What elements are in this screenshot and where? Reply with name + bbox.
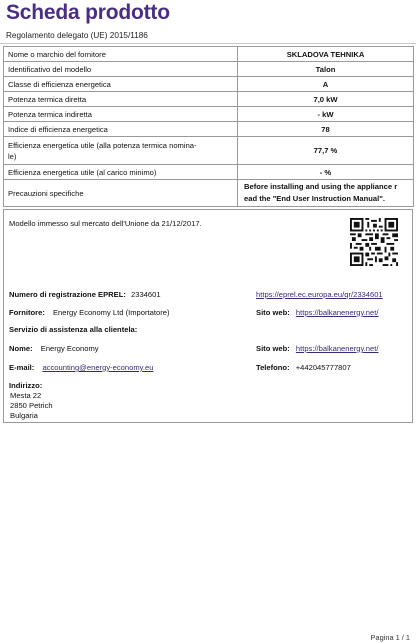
divider bbox=[0, 43, 416, 44]
service-email-row bbox=[9, 363, 153, 372]
spec-label: Classe di efficienza energetica bbox=[4, 77, 238, 92]
service-site-link[interactable]: https://balkanenergy.net/ bbox=[295, 344, 379, 353]
page-title: Scheda prodotto bbox=[6, 1, 170, 24]
service-heading: Servizio di assistenza alla clientela: bbox=[9, 325, 138, 334]
service-site-label: Sito web: bbox=[256, 344, 290, 353]
service-phone-value: +442045777807 bbox=[295, 363, 351, 372]
spec-label: Nome o marchio del fornitore bbox=[4, 47, 238, 62]
table-row bbox=[4, 137, 414, 165]
supplier-row bbox=[9, 308, 169, 317]
table-row bbox=[4, 92, 414, 107]
eprel-label: Numero di registrazione EPREL: bbox=[9, 290, 126, 299]
spec-label: Indice di efficienza energetica bbox=[4, 122, 238, 137]
service-phone-row bbox=[256, 363, 351, 372]
spec-value: - kW bbox=[238, 107, 414, 122]
spec-label: Potenza termica indiretta bbox=[4, 107, 238, 122]
table-row bbox=[4, 47, 414, 62]
eprel-link[interactable]: https://eprel.ec.europa.eu/qr/2334601 bbox=[256, 290, 383, 299]
spec-label bbox=[4, 137, 238, 165]
table-row bbox=[4, 122, 414, 137]
regulation-subtitle: Regolamento delegato (UE) 2015/1186 bbox=[6, 31, 148, 40]
spec-label-line: Efficienza energetica utile (alla potenza termica nomina- bbox=[8, 140, 197, 150]
table-row bbox=[4, 107, 414, 122]
page-number: Pagina 1 / 1 bbox=[370, 633, 410, 642]
service-email-label: E-mail: bbox=[9, 363, 35, 372]
service-site-row bbox=[256, 344, 378, 353]
spec-value bbox=[238, 180, 414, 207]
market-date-text: Modello immesso sul mercato dell'Unione da 21/12/2017. bbox=[9, 219, 202, 228]
address-label: Indirizzo: bbox=[9, 381, 43, 390]
address-line: 2850 Petrich bbox=[10, 401, 53, 410]
qr-code-icon bbox=[350, 218, 398, 266]
supplier-label: Fornitore: bbox=[9, 308, 45, 317]
spec-value: Talon bbox=[238, 62, 414, 77]
spec-value-line: ead the "End User Instruction Manual". bbox=[244, 194, 385, 203]
table-row bbox=[4, 180, 414, 207]
supplier-site-row bbox=[256, 308, 378, 317]
service-name-label: Nome: bbox=[9, 344, 33, 353]
service-phone-label: Telefono: bbox=[256, 363, 290, 372]
table-row bbox=[4, 62, 414, 77]
spec-label: Identificativo del modello bbox=[4, 62, 238, 77]
spec-label: Precauzioni specifiche bbox=[4, 180, 238, 207]
spec-value: - % bbox=[238, 165, 414, 180]
supplier-site-link[interactable]: https://balkanenergy.net/ bbox=[295, 308, 379, 317]
spec-value: 7,0 kW bbox=[238, 92, 414, 107]
table-row bbox=[4, 165, 414, 180]
supplier-value: Energy Economy Ltd (Importatore) bbox=[52, 308, 170, 317]
table-row bbox=[4, 77, 414, 92]
eprel-row bbox=[9, 290, 161, 299]
spec-value: SKLADOVA TEHNIKA bbox=[238, 47, 414, 62]
spec-value: 77,7 % bbox=[238, 137, 414, 165]
address-line: Bulgaria bbox=[10, 411, 38, 420]
spec-label: Efficienza energetica utile (al carico minimo) bbox=[4, 165, 238, 180]
address-line: Mesta 22 bbox=[10, 391, 42, 400]
service-name-row bbox=[9, 344, 99, 353]
supplier-info-box bbox=[3, 209, 413, 423]
spec-label: Potenza termica diretta bbox=[4, 92, 238, 107]
product-spec-table bbox=[3, 46, 414, 207]
spec-value: A bbox=[238, 77, 414, 92]
eprel-number: 2334601 bbox=[131, 290, 161, 299]
spec-label-line: le) bbox=[8, 151, 17, 161]
spec-value: 78 bbox=[238, 122, 414, 137]
supplier-site-label: Sito web: bbox=[256, 308, 290, 317]
service-email-link[interactable]: accounting@energy-economy.eu bbox=[42, 363, 154, 372]
spec-value-line: Before installing and using the appliance r bbox=[244, 182, 398, 191]
service-name-value: Energy Economy bbox=[40, 344, 99, 353]
